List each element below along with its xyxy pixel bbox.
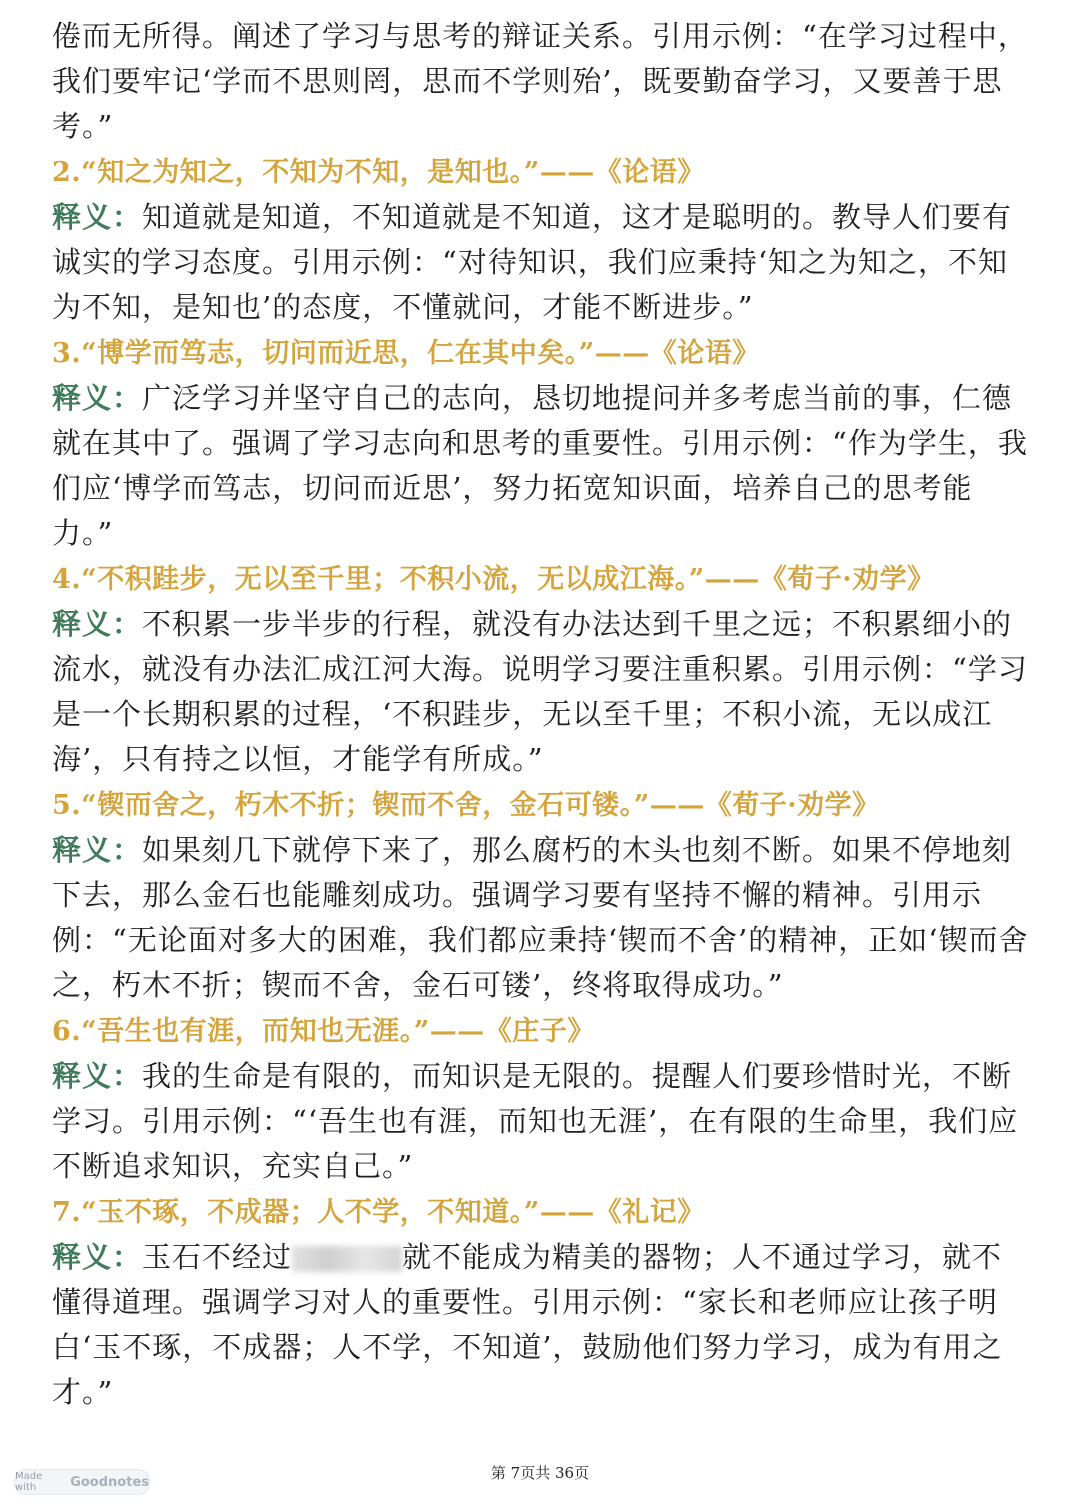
intro-paragraph: 倦而无所得。阐述了学习与思考的辩证关系。引用示例：“在学习过程中，我们要牢记‘学而不思则罔，思而不学则殆’，既要勤奋学习，又要善于思考。” — [52, 19, 1028, 143]
explanation-label: 释义： — [52, 833, 143, 867]
explanation-label: 释义： — [52, 381, 143, 415]
entry-explanation — [52, 1235, 1032, 1415]
page-content — [52, 14, 1032, 1415]
entry-6 — [52, 1012, 1032, 1189]
entry-heading: 7.“玉不琢，不成器；人不学，不知道。”——《礼记》 — [52, 1197, 705, 1228]
explanation-text: 知道就是知道，不知道就是不知道，这才是聪明的。教导人们要有诚实的学习态度。引用示例：“对待知识，我们应秉持‘知之为知之，不知为不知，是知也’的态度，不懂就问，才能不断进步。” — [52, 200, 1013, 324]
entry-explanation — [52, 602, 1032, 782]
entry-7 — [52, 1193, 1032, 1415]
entry-5 — [52, 786, 1032, 1008]
page-number: 第 7页共 36页 — [490, 1464, 590, 1482]
entry-heading: 3.“博学而笃志，切问而近思，仁在其中矣。”——《论语》 — [52, 338, 760, 369]
explanation-label: 释义： — [52, 200, 143, 234]
explanation-text: 广泛学习并坚守自己的志向，恳切地提问并多考虑当前的事，仁德就在其中了。强调了学习志向和思考的重要性。引用示例：“作为学生，我们应‘博学而笃志，切问而近思’，努力拓宽知识面，培养自己的思考能力。” — [52, 381, 1028, 550]
badge-brand: Goodnotes — [70, 1474, 149, 1490]
badge-made-with: Made with — [15, 1471, 43, 1493]
entry-explanation — [52, 828, 1032, 1008]
explanation-label: 释义： — [52, 607, 143, 641]
goodnotes-badge — [14, 1469, 150, 1495]
entry-heading: 5.“锲而舍之，朽木不折；锲而不舍，金石可镂。”——《荀子·劝学》 — [52, 790, 880, 821]
explanation-label: 释义： — [52, 1240, 143, 1274]
blurred-redaction — [292, 1246, 402, 1272]
entry-explanation — [52, 376, 1032, 556]
explanation-text: 我的生命是有限的，而知识是无限的。提醒人们要珍惜时光，不断学习。引用示例：“‘吾生也有涯，而知也无涯’，在有限的生命里，我们应不断追求知识，充实自己。” — [52, 1059, 1019, 1183]
explanation-label: 释义： — [52, 1059, 143, 1093]
entry-explanation — [52, 195, 1032, 330]
entry-heading: 6.“吾生也有涯，而知也无涯。”——《庄子》 — [52, 1016, 595, 1047]
explanation-text: 不积累一步半步的行程，就没有办法达到千里之远；不积累细小的流水，就没有办法汇成江河大海。说明学习要注重积累。引用示例：“学习是一个长期积累的过程，‘不积跬步，无以至千里；不积小流，无以成江海’，只有持之以恒，才能学有所成。” — [52, 607, 1028, 776]
explanation-text: 如果刻几下就停下来了，那么腐朽的木头也刻不断。如果不停地刻下去，那么金石也能雕刻成功。强调学习要有坚持不懈的精神。引用示例：“无论面对多大的困难，我们都应秉持‘锲而不舍’的精神，正如‘锲而舍之，朽木不折；锲而不舍，金石可镂’，终将取得成功。” — [52, 833, 1029, 1002]
entry-2 — [52, 153, 1032, 330]
entry-heading: 4.“不积跬步，无以至千里；不积小流，无以成江海。”——《荀子·劝学》 — [52, 564, 935, 595]
explanation-text-end: 就不能成为精美的器物；人不通过学习，就不懂得道理。强调学习对人的重要性。引用示例：“家长和老师应让孩子明白‘玉不琢，不成器；人不学，不知道’，鼓励他们努力学习，成为有用之才。” — [52, 1240, 1003, 1409]
entry-explanation — [52, 1054, 1032, 1189]
entry-heading: 2.“知之为知之，不知为不知，是知也。”——《论语》 — [52, 157, 705, 188]
entry-4 — [52, 560, 1032, 782]
entry-3 — [52, 334, 1032, 556]
explanation-text-start: 玉石不经过 — [142, 1240, 293, 1274]
